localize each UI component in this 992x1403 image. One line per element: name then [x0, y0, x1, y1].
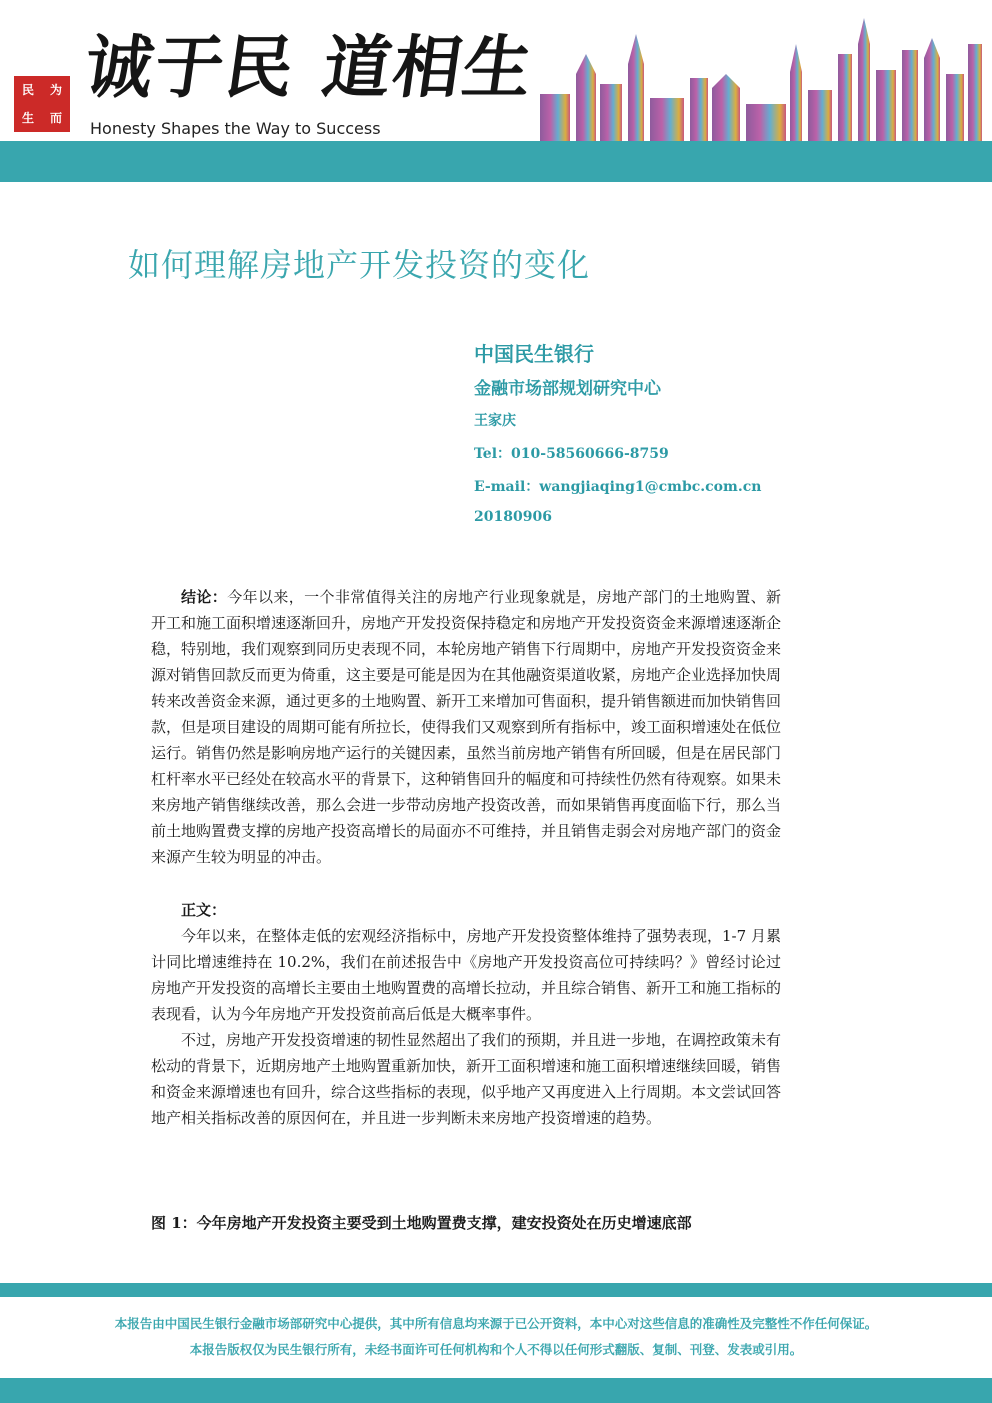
report-body — [151, 584, 781, 1131]
main-text-label: 正文： — [181, 901, 227, 919]
main-paragraph-2: 不过，房地产开发投资增速的韧性显然超出了我们的预期，并且进一步地，在调控政策未有松动的背景下，近期房地产土地购置重新加快，新开工面积增速和施工面积增速继续回暖，销售和资金来源增速也有回升，综合这些指标的表现，似乎地产又再度进入上行周期。本文尝试回答地产相关指标改善的原因何在，并且进一步判断未来房地产投资增速的趋势。 — [151, 1031, 782, 1127]
slogan-calligraphy — [79, 14, 541, 111]
footer-teal-bar-bottom — [0, 1378, 992, 1403]
slogan-part2: 道相生 — [317, 28, 539, 108]
footer-disclaimer — [0, 1313, 992, 1365]
report-date: 20180906 — [474, 509, 552, 525]
badge-char: 生 — [21, 110, 34, 125]
page-header — [0, 0, 992, 182]
badge-char: 而 — [49, 110, 62, 125]
city-skyline-illustration — [540, 14, 992, 142]
figure-caption: 图 1：今年房地产开发投资主要受到土地购置费支撑，建安投资处在历史增速底部 — [151, 1214, 692, 1232]
main-text-label-line — [151, 897, 781, 923]
author-block — [474, 338, 761, 542]
slogan-part1: 诚于民 — [79, 28, 301, 108]
footer-teal-bar-top — [0, 1283, 992, 1297]
author-email[interactable]: E-mail：wangjiaqing1@cmbc.com.cn — [474, 479, 762, 495]
badge-char: 民 — [21, 82, 34, 97]
brand-logo-badge — [14, 76, 70, 132]
author-tel: Tel：010-58560666-8759 — [474, 446, 669, 462]
main-paragraph-1: 今年以来，在整体走低的宏观经济指标中，房地产开发投资整体维持了强势表现，1-7 月累计同比增速维持在 10.2%，我们在前述报告中《房地产开发投资高位可持续吗？》曾经讨论过房地产开发投资的高增长主要由土地购置费的高增长拉动，并且综合销售、新开工和施工指标的表现看，认为今年房地产开发投资前高后低是大概率事件。 — [151, 927, 782, 1023]
author-name: 王家庆 — [474, 413, 516, 429]
footer-line-1: 本报告由中国民生银行金融市场部研究中心提供，其中所有信息均来源于已公开资料，本中心对这些信息的准确性及完整性不作任何保证。 — [114, 1316, 878, 1331]
conclusion-text: 今年以来，一个非常值得关注的房地产行业现象就是，房地产部门的土地购置、新开工和施工面积增速逐渐回升，房地产开发投资保持稳定和房地产开发投资资金来源增速逐渐企稳，特别地，我们观察到同历史表现不同，本轮房地产销售下行周期中，房地产开发投资资金来源对销售回款反而更为倚重，这主要是可能是因为在其他融资渠道收紧，房地产企业选择加快周转来改善资金来源，通过更多的土地购置、新开工来增加可售面积，提升销售额进而加快销售回款，但是项目建设的周期可能有所拉长，使得我们又观察到所有指标中，竣工面积增速处在低位运行。销售仍然是影响房地产运行的关键因素，虽然当前房地产销售有所回暖，但是在居民部门杠杆率水平已经处在较高水平的背景下，这种销售回升的幅度和可持续性仍然有待观察。如果未来房地产销售继续改善，那么会进一步带动房地产投资改善，而如果销售再度面临下行，那么当前土地购置费支撑的房地产投资高增长的局面亦不可维持，并且销售走弱会对房地产部门的资金来源产生较为明显的冲击。 — [151, 588, 782, 866]
badge-char: 为 — [49, 82, 62, 97]
report-title: 如何理解房地产开发投资的变化 — [128, 246, 591, 284]
author-organization: 中国民生银行 — [474, 342, 594, 366]
author-department: 金融市场部规划研究中心 — [474, 379, 661, 399]
footer-line-2: 本报告版权仅为民生银行所有，未经书面许可任何机构和个人不得以任何形式翻版、复制、刊登、发表或引用。 — [189, 1342, 803, 1357]
conclusion-paragraph — [151, 584, 781, 870]
header-teal-bar — [0, 141, 992, 182]
conclusion-label: 结论： — [181, 588, 228, 606]
slogan-english: Honesty Shapes the Way to Success — [90, 119, 381, 138]
